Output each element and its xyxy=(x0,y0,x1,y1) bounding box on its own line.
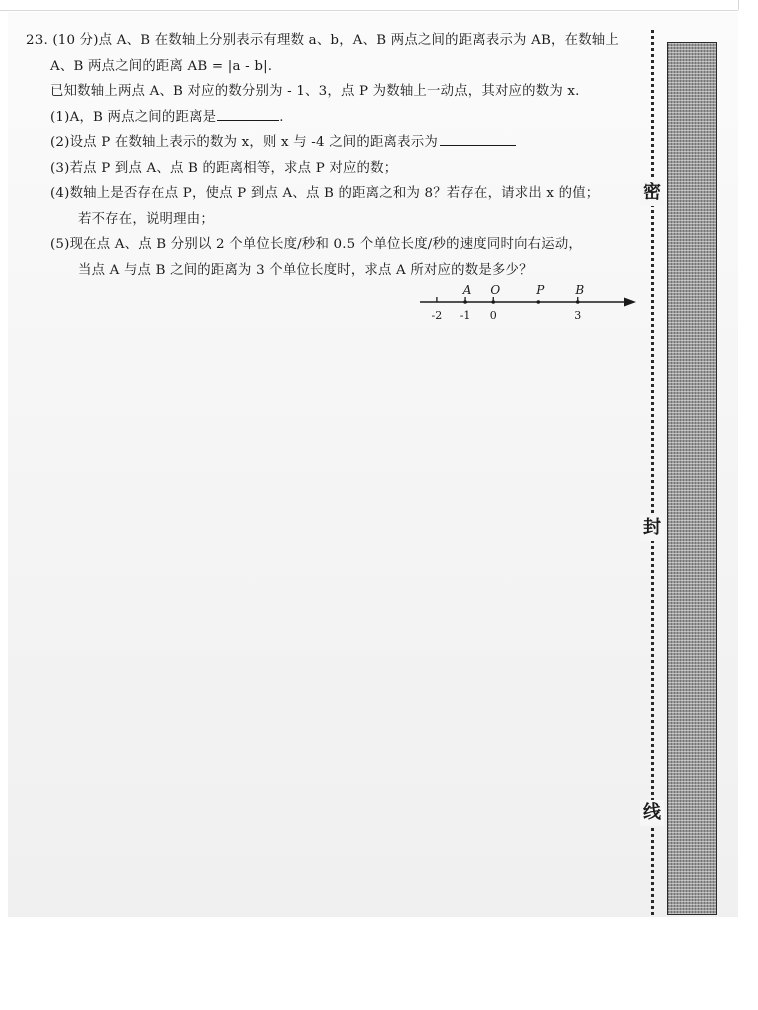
sub-question-1-text: (1)A，B 两点之间的距离是 xyxy=(50,109,217,125)
sub-question-5: (5)现在点 A、点 B 分别以 2 个单位长度/秒和 0.5 个单位长度/秒的速度同时向右运动， xyxy=(50,237,583,252)
sub-question-2-text: (2)设点 P 在数轴上表示的数为 x，则 x 与 -4 之间的距离表示为 xyxy=(50,135,438,150)
sub-question-4: (4)数轴上是否存在点 P，使点 P 到点 A、点 B 的距离之和为 8？若存在，请求出 x 的值； xyxy=(50,186,600,201)
sub-question-5-continued: 当点 A 与点 B 之间的距离为 3 个单位长度时，求点 A 所对应的数是多少？ xyxy=(78,262,533,278)
question-23 xyxy=(26,28,646,283)
binding-hatched-strip xyxy=(667,42,717,915)
sub-question-4-continued: 若不存在，说明理由； xyxy=(78,211,214,227)
point-dot xyxy=(491,300,495,304)
tick-label: 0 xyxy=(489,309,497,322)
number-line-figure xyxy=(414,280,638,328)
binding-dotted-line xyxy=(651,30,654,915)
sub-question-3: (3)若点 P 到点 A、点 B 的距离相等，求点 P 对应的数； xyxy=(50,160,398,176)
question-stem-line-3: 已知数轴上两点 A、B 对应的数分别为 - 1、3，点 P 为数轴上一动点，其对应的数为 x. xyxy=(50,84,580,99)
point-label: A xyxy=(462,283,472,297)
page-top-rule xyxy=(0,10,738,11)
point-label: O xyxy=(490,283,501,297)
number-line-svg xyxy=(414,280,638,328)
binding-char-line: 线 xyxy=(640,800,664,826)
tick-label: 3 xyxy=(574,309,582,322)
page-top-corner xyxy=(738,0,739,10)
binding-char-seal: 密 xyxy=(640,180,664,206)
sub-question-2 xyxy=(26,130,646,156)
sub-question-1-end: . xyxy=(279,109,284,125)
tick-label: -1 xyxy=(459,309,471,322)
answer-blank-1 xyxy=(217,106,279,121)
point-label: B xyxy=(575,283,585,297)
point-dot xyxy=(537,300,541,304)
point-label: P xyxy=(536,283,545,297)
number-line-arrow xyxy=(624,298,636,307)
point-dot xyxy=(576,300,580,304)
point-dot xyxy=(463,300,467,304)
binding-char-envelope: 封 xyxy=(640,515,664,541)
answer-blank-2 xyxy=(440,131,516,146)
tick-label: -2 xyxy=(431,309,443,322)
question-stem-line-1: 23. (10 分)点 A、B 在数轴上分别表示有理数 a、b，A、B 两点之间的距离表示为 AB，在数轴上 xyxy=(26,33,619,48)
question-stem-line-2: A、B 两点之间的距离 AB = |a - b|. xyxy=(50,58,273,74)
binding-margin xyxy=(640,30,666,915)
sub-question-1 xyxy=(26,105,646,131)
